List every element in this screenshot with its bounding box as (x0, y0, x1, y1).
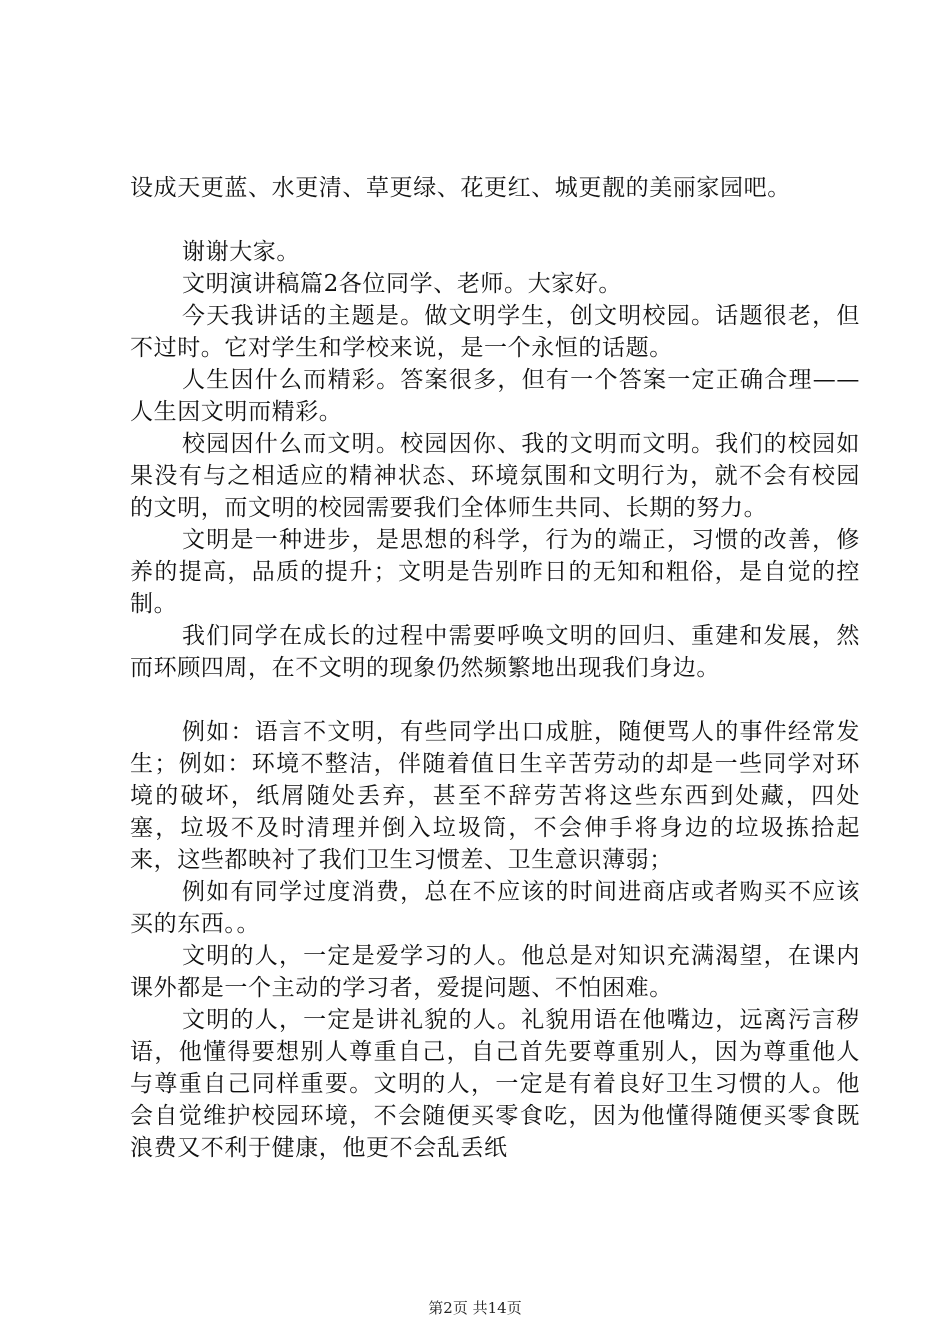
paragraph-2: 谢谢大家。 (182, 239, 300, 265)
paragraph-4: 今天我讲话的主题是。做文明学生，创文明校园。话题很老，但不过时。它对学生和学校来说，是一个永恒的话题。 (130, 303, 860, 361)
page-number-label: 第2页 共14页 (428, 1299, 522, 1317)
paragraph-12: 文明的人，一定是讲礼貌的人。礼貌用语在他嘴边，远离污言秽语，他懂得要想别人尊重自己，自己首先要尊重别人，因为尊重他人与尊重自己同样重要。文明的人，一定是有着良好卫生习惯的人。他会自觉维护校园环境，不会随便买零食吃，因为他懂得随便买零食既浪费又不利于健康，他更不会乱丢纸 (130, 1007, 860, 1161)
page-footer (0, 1298, 950, 1318)
paragraph-5: 人生因什么而精彩。答案很多，但有一个答案一定正确合理——人生因文明而精彩。 (130, 367, 860, 425)
paragraph-8: 我们同学在成长的过程中需要呼唤文明的回归、重建和发展，然而环顾四周，在不文明的现象仍然频繁地出现我们身边。 (130, 623, 860, 681)
paragraph-1: 设成天更蓝、水更清、草更绿、花更红、城更靓的美丽家园吧。 (130, 175, 791, 201)
paragraph-11: 文明的人，一定是爱学习的人。他总是对知识充满渴望，在课内课外都是一个主动的学习者，爱提问题、不怕困难。 (130, 943, 860, 1001)
paragraph-9: 例如：语言不文明，有些同学出口成脏，随便骂人的事件经常发生；例如：环境不整洁，伴随着值日生辛苦劳动的却是一些同学对环境的破坏，纸屑随处丢弃，甚至不辞劳苦将这些东西到处藏，四处塞，垃圾不及时清理并倒入垃圾筒，不会伸手将身边的垃圾拣拾起来，这些都映衬了我们卫生习惯差、卫生意识薄弱； (130, 719, 860, 873)
paragraph-10: 例如有同学过度消费，总在不应该的时间进商店或者购买不应该买的东西。。 (130, 879, 860, 937)
paragraph-6: 校园因什么而文明。校园因你、我的文明而文明。我们的校园如果没有与之相适应的精神状态、环境氛围和文明行为，就不会有校园的文明，而文明的校园需要我们全体师生共同、长期的努力。 (130, 431, 860, 521)
document-body (130, 172, 860, 1164)
paragraph-7: 文明是一种进步，是思想的科学，行为的端正，习惯的改善，修养的提高，品质的提升；文明是告别昨日的无知和粗俗，是自觉的控制。 (130, 527, 860, 617)
paragraph-3: 文明演讲稿篇2各位同学、老师。大家好。 (182, 271, 623, 297)
